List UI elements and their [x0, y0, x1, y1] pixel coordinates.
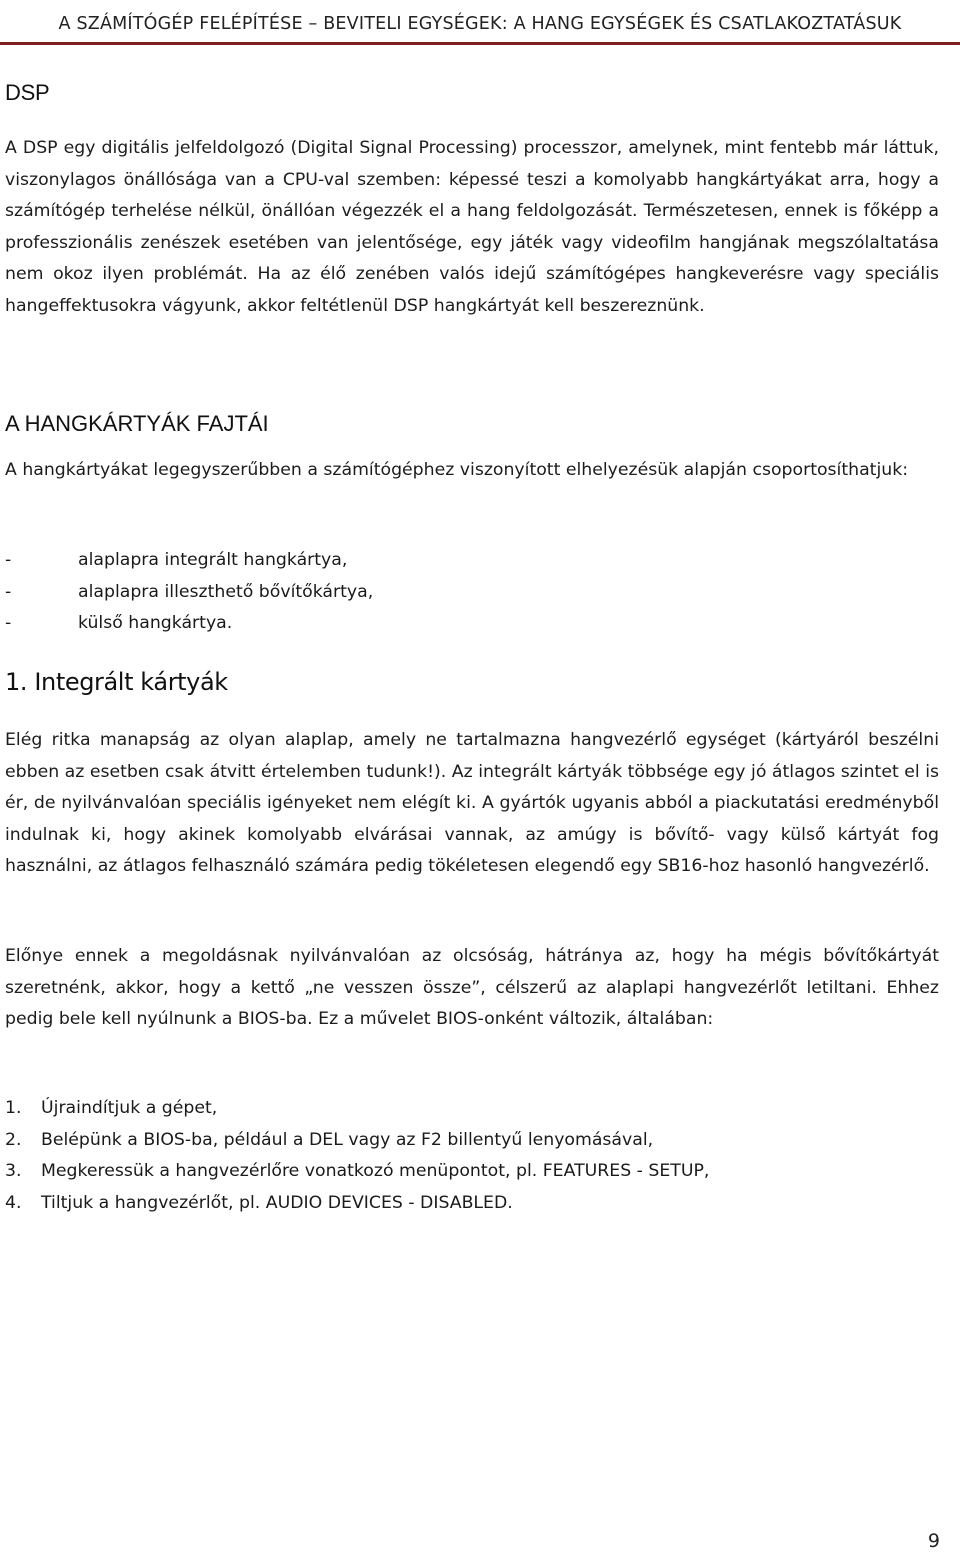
list-item-text: külső hangkártya. [78, 613, 233, 633]
list-number: 1. [5, 1098, 22, 1118]
page-header [0, 0, 960, 46]
list-item-text: alaplapra integrált hangkártya, [78, 550, 348, 570]
list-item [5, 577, 373, 609]
section-heading-dsp: DSP [5, 80, 50, 105]
running-header-title: A SZÁMÍTÓGÉP FELÉPÍTÉSE – BEVITELI EGYSÉGEK: A HANG EGYSÉGEK ÉS CSATLAKOZTATÁSUK [58, 14, 902, 34]
paragraph-integrated-2: Előnye ennek a megoldásnak nyilvánvalóan az olcsóság, hátránya az, hogy ha mégis bővítőkártyát szeretnénk, akkor, hogy a kettő „ne vesszen össze”, célszerű az alaplapi hangvezérlőt letiltani. Ehhez pedig bele kell nyúlnunk a BIOS-ba. Ez a művelet BIOS-onként változik, általában: [5, 946, 939, 1029]
paragraph-dsp: A DSP egy digitális jelfeldolgozó (Digital Signal Processing) processzor, amelynek, mint fentebb már láttuk, viszonylagos önállósága van a CPU-val szemben: képessé teszi a komolyabb hangkártyákat arra, hogy a számítógép terhelése nélkül, önállóan végezzék el a hang feldolgozását. Természetesen, ennek is főképp a professzionális zenészek esetében van jelentősége, egy játék vagy videofilm hangjának megszólaltatása nem okoz ilyen problémát. Ha az élő zenében valós idejű számítógépes hangkeverésre vagy speciális hangeffektusokra vágyunk, akkor feltétlenül DSP hangkártyát kell beszereznünk. [5, 138, 939, 316]
list-item [5, 1156, 709, 1188]
list-item-text: Megkeressük a hangvezérlőre vonatkozó menüpontot, pl. FEATURES - SETUP, [41, 1161, 710, 1181]
list-number: 4. [5, 1192, 22, 1213]
list-number: 2. [5, 1129, 22, 1150]
list-item [5, 1188, 709, 1220]
header-rule [0, 42, 960, 45]
list-marker: - [5, 550, 12, 570]
list-item-text: Belépünk a BIOS-ba, például a DEL vagy az F2 billentyű lenyomásával, [41, 1129, 654, 1150]
list-item [5, 1093, 709, 1125]
list-item-text: alaplapra illeszthető bővítőkártya, [78, 581, 374, 602]
list-item [5, 608, 373, 640]
paragraph-types: A hangkártyákat legegyszerűbben a számítógéphez viszonyított elhelyezésük alapján csoportosíthatjuk: [5, 460, 909, 480]
list-item-text: Újraindítjuk a gépet, [41, 1098, 218, 1118]
list-item [5, 1125, 709, 1157]
page-number: 9 [927, 1530, 940, 1552]
list-item [5, 545, 373, 577]
section-heading-integrated: 1. Integrált kártyák [5, 668, 228, 696]
list-item-text: Tiltjuk a hangvezérlőt, pl. AUDIO DEVICES - DISABLED. [41, 1192, 513, 1213]
card-types-list [5, 545, 373, 640]
list-marker: - [5, 613, 12, 633]
section-heading-types: A HANGKÁRTYÁK FAJTÁI [5, 411, 269, 436]
bios-steps-list [5, 1093, 709, 1219]
list-number: 3. [5, 1161, 22, 1181]
list-marker: - [5, 581, 12, 602]
paragraph-integrated-1: Elég ritka manapság az olyan alaplap, amely ne tartalmazna hangvezérlő egységet (kártyáról beszélni ebben az esetben csak átvitt értelemben tudunk!). Az integrált kártyák többsége egy jó átlagos szintet el is ér, de nyilvánvalóan speciális igényeket nem elégít ki. A gyártók ugyanis abból a piackutatási eredményből indulnak ki, hogy akinek komolyabb elvárásai vannak, az amúgy is bővítő- vagy külső kártyát fog használni, az átlagos felhasználó számára pedig tökéletesen elegendő egy SB16-hoz hasonló hangvezérlő. [5, 730, 939, 876]
